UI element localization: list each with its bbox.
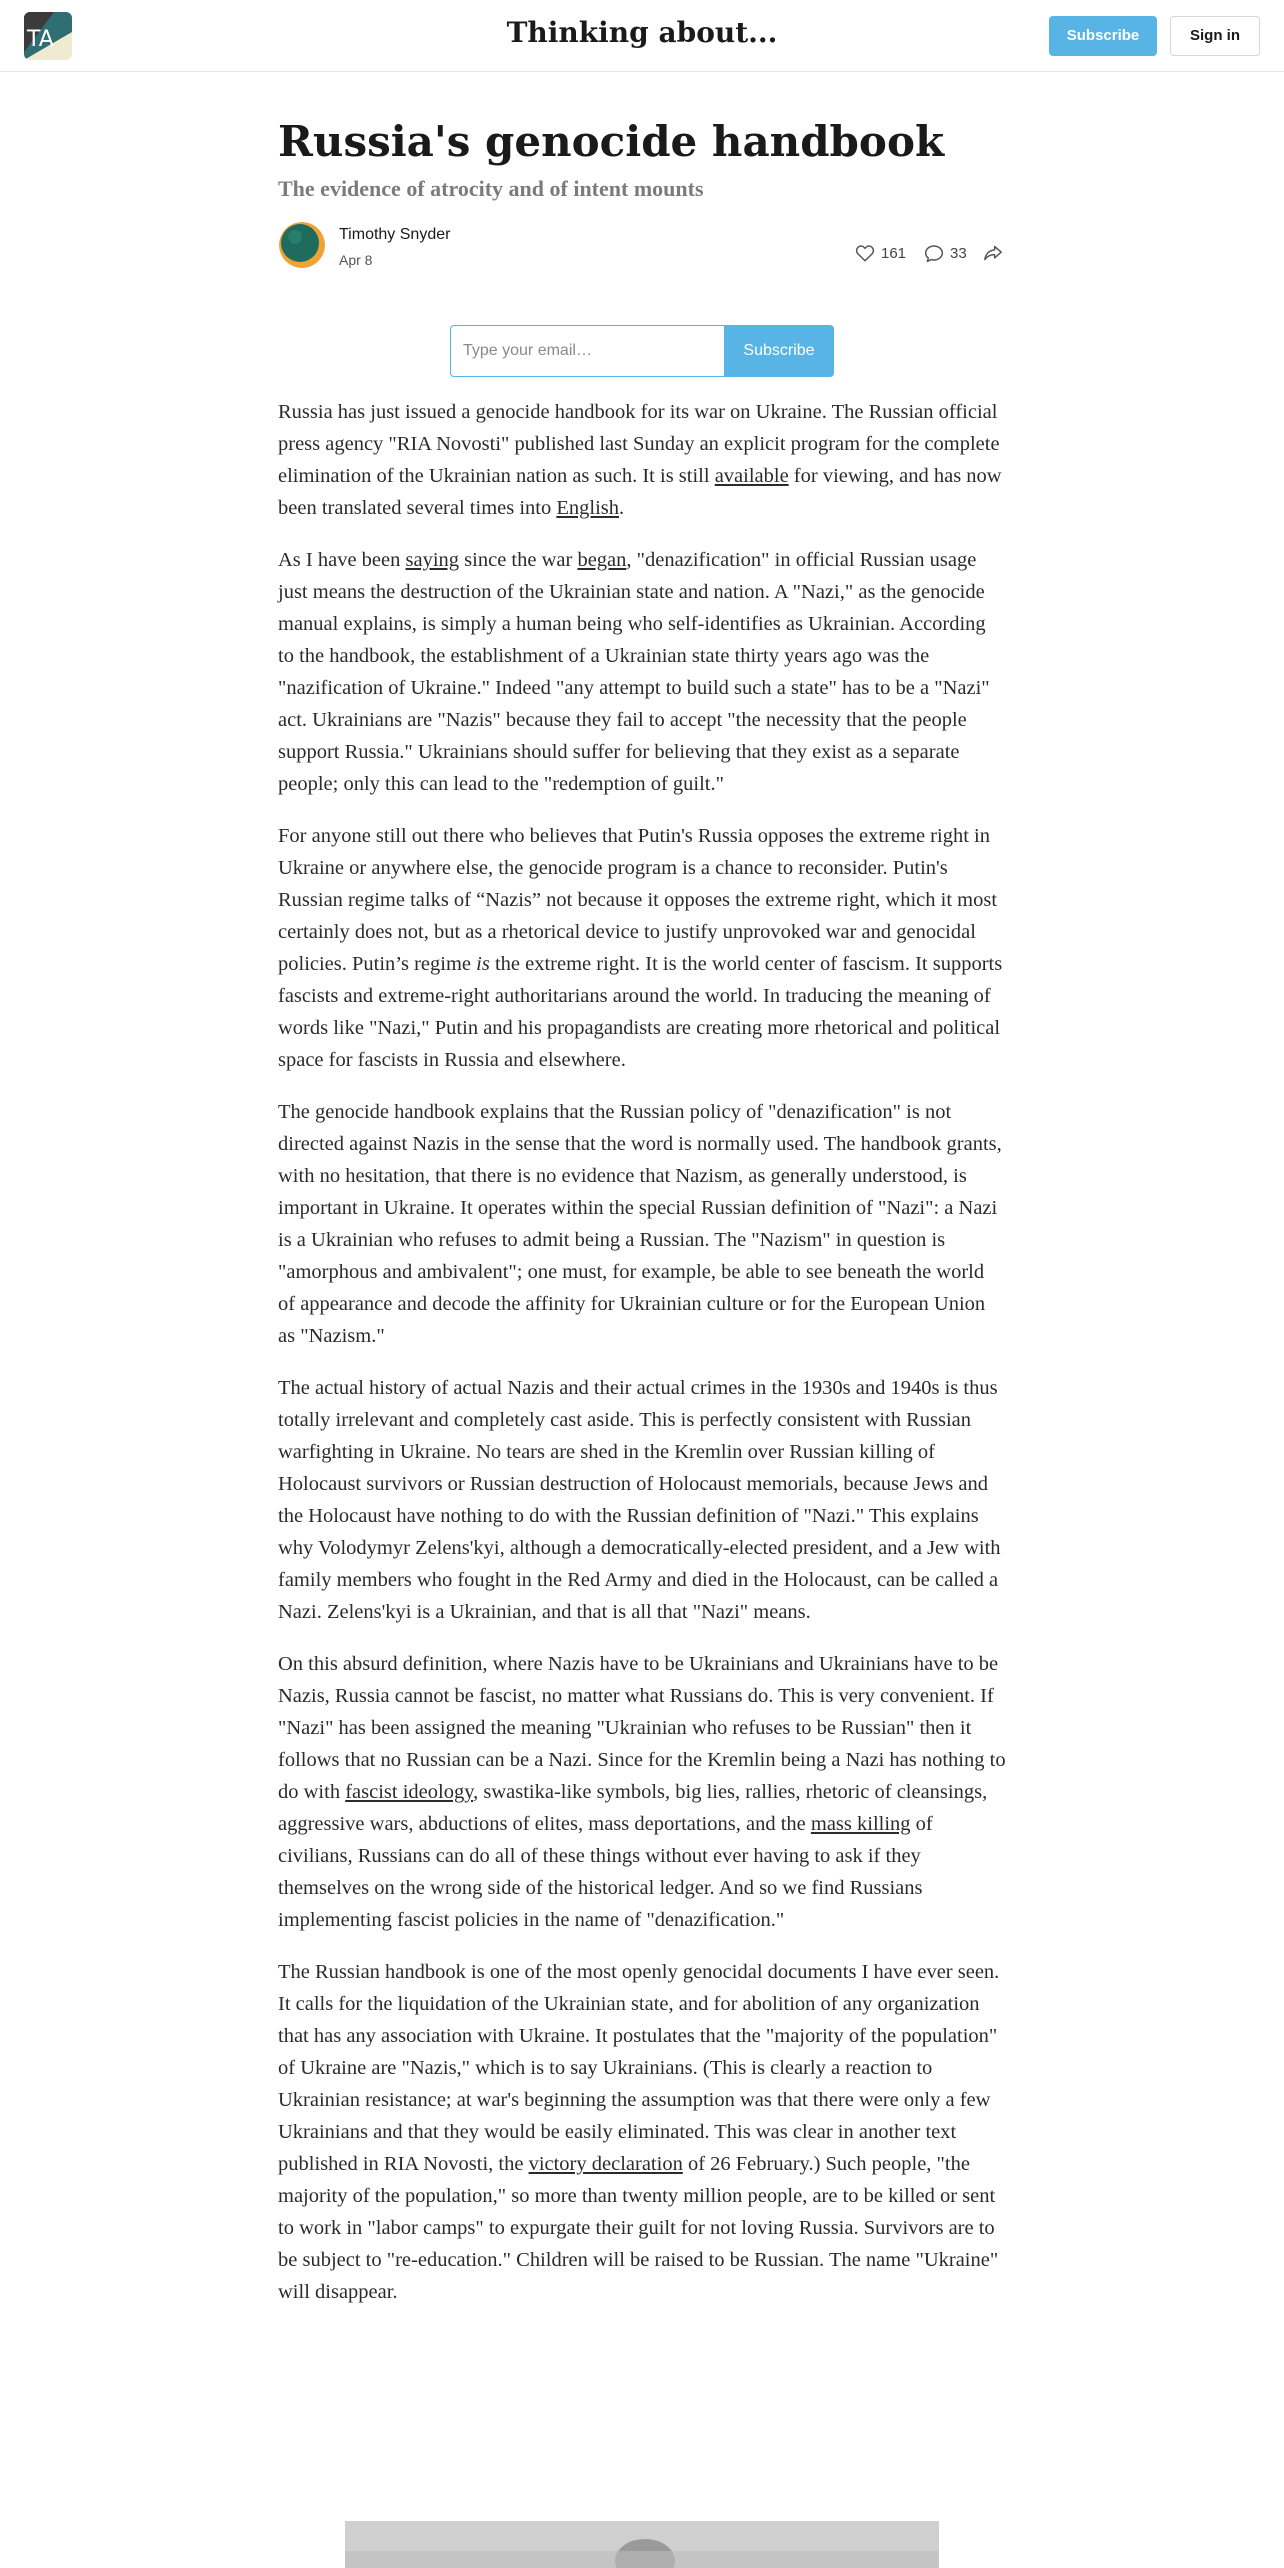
- post-date: Apr 8: [339, 252, 373, 268]
- share-icon: [983, 244, 1003, 262]
- link-mass-killing[interactable]: mass killing: [810, 1813, 911, 1835]
- paragraph-2: [278, 544, 1006, 800]
- link-saying[interactable]: saying: [405, 549, 460, 571]
- author-avatar[interactable]: [279, 222, 325, 268]
- paragraph-text: of 26 February.) Such people, "the majority of the population," so more than twenty million people, are to be killed or sent to work in "labor camps" to expurgate their guilt for not loving Russia. Survivors are to be subject to "re-education." Children will be raised to be Russian. The name "Ukraine" will disappear.: [278, 2153, 999, 2303]
- emphasis-text: is: [476, 953, 490, 975]
- post-image[interactable]: [345, 2521, 939, 2568]
- email-input[interactable]: [450, 325, 724, 377]
- paragraph-text: .: [619, 497, 625, 519]
- email-subscribe-form: [450, 325, 834, 377]
- comments-button[interactable]: [924, 242, 967, 264]
- paragraph-text: On this absurd definition, where Nazis have to be Ukrainians and Ukrainians have to be Nazis, Russia cannot be fascist, no matter what Russians do. This is very convenient. If "Nazi" has been assigned the meaning "Ukrainian who refuses to be Russian" then it follows that no Russian can be a Nazi. Since for the Kremlin being a Nazi has nothing to do with: [278, 1653, 1006, 1803]
- site-title[interactable]: Thinking about...: [506, 16, 778, 49]
- paragraph-text: of civilians, Russians can do all of these things without ever having to ask if they themselves on the wrong side of the historical ledger. And so we find Russians implementing fascist policies in the name of "denazification.": [278, 1813, 933, 1931]
- paragraph-6: [278, 1648, 1006, 1936]
- share-button[interactable]: [983, 242, 1003, 264]
- paragraph-5: The actual history of actual Nazis and their actual crimes in the 1930s and 1940s is thus totally irrelevant and completely cast aside. This is perfectly consistent with Russian warfighting in Ukraine. No tears are shed in the Kremlin over Russian killing of Holocaust survivors or Russian destruction of Holocaust memorials, because Jews and the Holocaust have nothing to do with the Russian definition of "Nazi." This explains why Volodymyr Zelens'kyi, although a democratically-elected president, and a Jew with family members who fought in the Red Army and died in the Holocaust, can be called a Nazi. Zelens'kyi is a Ukrainian, and that is all that "Nazi" means.: [278, 1377, 1001, 1623]
- paragraph-4: The genocide handbook explains that the Russian policy of "denazification" is not directed against Nazis in the sense that the word is normally used. The handbook grants, with no hesitation, that there is no evidence that Nazism, as generally understood, is important in Ukraine. It operates within the special Russian definition of "Nazi": a Nazi is a Ukrainian who refuses to admit being a Russian. The "Nazism" in question is "amorphous and ambivalent"; one must, for example, be able to see beneath the world of appearance and decode the affinity for Ukrainian culture or for the European Union as "Nazism.": [278, 1101, 1002, 1347]
- paragraph-7: [278, 1956, 1006, 2308]
- comment-icon: [924, 244, 944, 263]
- top-bar: [0, 0, 1284, 72]
- post-subtitle: The evidence of atrocity and of intent mounts: [278, 176, 704, 201]
- paragraph-text: for viewing, and has now been translated several times into: [278, 465, 1002, 519]
- paragraph-text: The Russian handbook is one of the most openly genocidal documents I have ever seen. It calls for the liquidation of the Ukrainian state, and for abolition of any organization that has any association with Ukraine. It postulates that the "majority of the population" of Ukraine are "Nazis," which is to say Ukrainians. (This is clearly a reaction to Ukrainian resistance; at war's beginning the assumption was that there were only a few Ukrainians and that they would be easily eliminated. This was clear in another text published in RIA Novosti, the: [278, 1961, 1000, 2175]
- likes-count: 161: [881, 244, 907, 262]
- link-available[interactable]: available: [714, 465, 789, 487]
- paragraph-3: [278, 820, 1006, 1076]
- paragraph-text: , "denazification" in official Russian usage just means the destruction of the Ukrainian state and nation. A "Nazi," as the genocide manual explains, is simply a human being who self-identifies as Ukrainian. According to the handbook, the establishment of a Ukrainian state thirty years ago was the "nazification of Ukraine." Indeed "any attempt to build such a state" has to be a "Nazi" act. Ukrainians are "Nazis" because they fail to accept "the necessity that the people support Russia." Ukrainians should suffer for believing that they exist as a separate people; only this can lead to the "redemption of guilt.": [278, 549, 990, 795]
- link-victory-declaration[interactable]: victory declaration: [528, 2153, 683, 2175]
- paragraph-text: since the war: [459, 549, 578, 571]
- link-english[interactable]: English: [556, 497, 620, 519]
- heart-icon: [855, 244, 875, 262]
- paragraph-text: As I have been: [278, 549, 406, 571]
- paragraph-1: [278, 396, 1006, 524]
- paragraph-text: Russia has just issued a genocide handbook for its war on Ukraine. The Russian official press agency "RIA Novosti" published last Sunday an explicit program for the complete elimination of the Ukrainian nation as such. It is still: [278, 401, 1000, 487]
- comments-count: 33: [950, 244, 967, 262]
- signin-button[interactable]: Sign in: [1170, 16, 1260, 56]
- header-subscribe-button[interactable]: Subscribe: [1049, 16, 1157, 56]
- post-title: Russia's genocide handbook: [278, 117, 945, 166]
- link-fascist-ideology[interactable]: fascist ideology: [345, 1781, 474, 1803]
- link-began[interactable]: began: [577, 549, 627, 571]
- logo-text: TA: [27, 27, 54, 52]
- post-body: [278, 396, 1006, 2328]
- email-subscribe-button[interactable]: Subscribe: [724, 325, 834, 377]
- paragraph-text: For anyone still out there who believes that Putin's Russia opposes the extreme right in Ukraine or anywhere else, the genocide program is a chance to reconsider. Putin's Russian regime talks of “Nazis” not because it opposes the extreme right, which it most certainly does not, but as a rhetorical device to justify unprovoked war and genocidal policies. Putin’s regime: [278, 825, 998, 975]
- paragraph-text: , swastika-like symbols, big lies, rallies, rhetoric of cleansings, aggressive wars, abductions of elites, mass deportations, and the: [278, 1781, 988, 1835]
- like-button[interactable]: [855, 242, 906, 264]
- author-name[interactable]: Timothy Snyder: [339, 226, 451, 243]
- paragraph-text: the extreme right. It is the world center of fascism. It supports fascists and extreme-right authoritarians around the world. In traducing the meaning of words like "Nazi," Putin and his propagandists are creating more rhetorical and political space for fascists in Russia and elsewhere.: [278, 953, 1003, 1071]
